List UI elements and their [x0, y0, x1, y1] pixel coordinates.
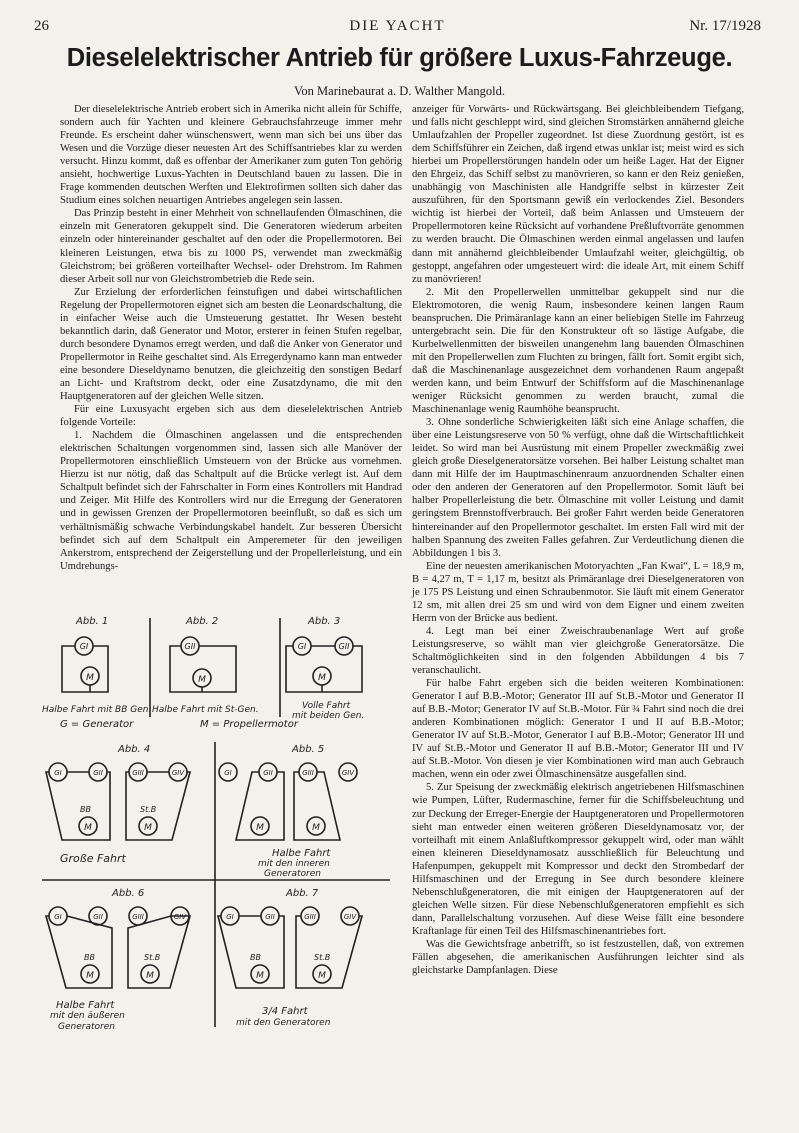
stb-label: St.B — [144, 953, 161, 962]
figure-abb2 — [152, 616, 259, 715]
article-title: Dieselelektrischer Antrieb für größere Luxus-Fahrzeuge. — [66, 44, 733, 72]
paragraph: Für eine Luxusyacht ergeben sich aus dem dieselelektrischen Antrieb folgende Vorteile: — [60, 404, 402, 429]
generator-label: GIV — [341, 769, 355, 777]
circuit-wire — [126, 772, 190, 840]
figure-abb5 — [219, 744, 357, 879]
circuit-diagrams-svg — [40, 612, 400, 1052]
figure-caption: Halbe Fahrt — [272, 848, 331, 859]
generator-label: GI — [79, 642, 89, 651]
figure-caption: Halbe Fahrt — [56, 1000, 115, 1011]
figure-label: Abb. 5 — [292, 744, 325, 755]
figure-abb1 — [42, 616, 151, 715]
paragraph: 1. Nachdem die Ölmaschinen angelassen und die entsprechenden elektrischen Schaltungen vorgenommen sind, lassen sich alle Manöver der Propellermotoren einschließlich Umsteuern von der Brücke aus vornehmen. Hierzu ist nur nötig, daß das Schaltpult auf die Brücke verlegt ist. Auf dem Schaltpult befindet sich der Fahrschalter in Form eines Kontrollers mit Handrad und Zeiger. Mit Hilfe des Kontrollers wird nur die Erregung der Generatoren und in gewissen Grenzen der Propellermotoren beeinflußt, so daß es sich um verhältnismäßig schwache Verbindungskabel handelt. Zur besseren Übersicht befindet sich auf dem Schaltpult ein Amperemeter für den jeweiligen Ankerstrom, entsprechend der Zeigerstellung und der Propellerleistung, und ein Umdrehungs- — [60, 430, 402, 572]
paragraph: Das Prinzip besteht in einer Mehrheit von schnellaufenden Ölmaschinen, die einzeln mit Generatoren gekuppelt sind. Die Generatoren wiederum arbeiten einzeln oder hintereinander geschaltet auf den oder die Propellermotoren. Bei kleineren Leistungen, etwa bis zu 1000 PS, verwendet man zweckmäßig Gleichstrom; bei größeren vorteilhafter Wechsel- oder Drehstrom. Im Rahmen dieser Arbeit soll nur von Gleichstrombetrieb die Rede sein. — [60, 208, 402, 285]
motor-label: M — [256, 823, 264, 833]
bb-label: BB — [80, 805, 91, 814]
circuit-wire — [46, 772, 110, 840]
stb-label: St.B — [140, 805, 157, 814]
paragraph: 3. Ohne sonderliche Schwierigkeiten läßt sich eine Anlage schaffen, die über eine Leistungsreserve von 50 % verfügt, ohne daß die Wirtschaftlichkeit leidet. So wird man bei Ausrüstung mit einem Propeller zweckmäßig zwei gleich große Dieselgeneratorsätze vorsehen. Bei halber Leistung schaltet man dann mit Hilfe der im Hauptmaschinenraum anzuordnenden Schalter einen oder den anderen der Generatoren auf den Propellermotor. Somit läuft bei halber Propellerleistung die betr. Ölmaschine mit voller Leistung und damit geringstem Brennstoffverbrauch. Bei großer Fahrt werden beide Generatoren hintereinander auf den Propellermotor geschaltet. Im ersten Fall wird mit der halben Spannung des zweiten Falles gefahren. Zur Verdeutlichung dienen die Abbildungen 1 bis 3. — [412, 417, 744, 559]
generator-label: GIV — [343, 913, 357, 921]
generator-label: GIII — [304, 913, 316, 921]
generator-label: GIV — [171, 769, 185, 777]
motor-label: M — [86, 673, 94, 683]
paragraph: Zur Erzielung der erforderlichen feinstufigen und dabei wirtschaftlichen Regelung der Propellermotoren eignet sich am besten die Leonardschaltung, die in einfacher Weise auch die Umsteuerung gestattet. Ihr Wesen besteht bekanntlich darin, daß Generator und Motor, ersterer in feinen Stufen regelbar, durch besondere Dynamos erregt werden, und daß die Anker von Generator und Propellermotor in Reihe geschaltet sind. Als Erregerdynamo kann man entweder eine besondere Dieseldynamo benutzen, die gleichzeitig den sonstigen Bedarf an Licht- und Kraftstrom deckt, oder eine Zusatzdynamo, die mit den Hauptgeneratoren auf der gleichen Welle sitzen. — [60, 286, 402, 403]
circuit-wire — [296, 916, 362, 988]
paragraph: Der dieselelektrische Antrieb erobert sich in Amerika nicht allein für Schiffe, sondern auch für Yachten und kleinere Gebrauchsfahrzeuge immer mehr Freunde. Es erscheint daher wünschenswert, wenn man sich bei uns über das Wesen und die Vorzüge dieser neuesten Art des Schiffsantriebes klar zu werden versucht. Hinzu kommt, daß es offenbar der Amerikaner zum guten Ton gehörig ansieht, hochwertige Luxus-Yachten in Deutschland bauen zu lassen. Die in Frage kommenden deutschen Werften und Elektrofirmen sollten sich daher das Studium eines solchen neuartigen Antriebes angelegen sein lassen. — [60, 104, 402, 207]
page-header — [34, 18, 761, 38]
figure-caption: Generatoren — [58, 1022, 115, 1032]
generator-label: GII — [263, 769, 273, 777]
journal-title: DIE YACHT — [349, 18, 446, 34]
figure-caption: Große Fahrt — [60, 852, 126, 865]
generator-label: GI — [297, 642, 307, 651]
generator-label: GII — [338, 642, 350, 651]
generator-label: GI — [54, 913, 62, 921]
paragraph: Eine der neuesten amerikanischen Motoryachten „Fan Kwai“, L = 18,9 m, B = 4,27 m, T = 1,17 m, besitzt als Primäranlage drei Dieselgeneratoren von je 175 PS Leistung und einen Schraubenmotor. Sie läuft mit einem Generator 12 sm, mit allen drei 25 sm und wird von dem Eigner und einem zweiten Herrn von der Brücke aus bedient. — [412, 560, 744, 624]
generator-label: GII — [93, 913, 103, 921]
generator-label: GIII — [132, 769, 144, 777]
generator-label: GIII — [132, 913, 144, 921]
figure-abb6 — [46, 888, 190, 1032]
figure-caption: Volle Fahrt — [302, 701, 351, 711]
generator-label: GII — [93, 769, 103, 777]
figure-caption: Halbe Fahrt mit BB Gen. — [42, 705, 152, 715]
figure-abb4 — [46, 744, 190, 865]
circuit-figures — [40, 612, 400, 1052]
paragraph: 2. Mit den Propellerwellen unmittelbar gekuppelt sind nur die Elektromotoren, die wenig Raum, insbesondere keinen langen Raum beanspruchen. Die Primäranlage kann an einer beliebigen Stelle im Fahrzeug untergebracht sein. Die für den Konstrukteur oft so lästige Aufgabe, die Kurbelwellenmitten der bisweilen unangenehm lang bauenden Ölmaschinen mit den Propellerwellen zum Fluchten zu bringen, fällt fort. Somit ergibt sich, daß die Maschinenanlage ausgezeichnet dem vorhandenen Raum angepaßt werden kann, und beim Entwurf der Schiffsform auf die Maschinenanlage weniger Rücksicht genommen zu werden braucht, zumal die Maschinenanlage wenig Raumhöhe beansprucht. — [412, 286, 744, 416]
legend-motor: M = Propellermotor — [200, 719, 298, 730]
generator-label: GIV — [173, 913, 187, 921]
generator-label: GII — [265, 913, 275, 921]
bb-label: BB — [250, 953, 261, 962]
motor-label: M — [84, 823, 92, 833]
motor-label: M — [256, 971, 264, 981]
right-column — [412, 103, 744, 977]
article-byline: Von Marinebaurat a. D. Walther Mangold. — [294, 84, 505, 98]
motor-label: M — [312, 823, 320, 833]
paragraph: 5. Zur Speisung der zweckmäßig elektrisch angetriebenen Hilfsmaschinen wie Pumpen, Lüfter, Rudermaschine, ferner für die Schiffsbeleuchtung und zur Deckung der Erreger-Energie der Hauptgeneratoren und Propellermotoren sieht man entweder einen weiteren größeren Dieseldynamosatz vor, der vorteilhaft mit einem Anlaßluftkompressor gekuppelt wird, oder man wählt einen kleineren Dieseldynamosatz ausschließlich für Beleuchtung und Hafenpumpen, gekuppelt mit Kompressor und deckt den Strombedarf der Hilfsmaschinen und der Erregung in See durch besondere kleinere Nebenschlußgeneratoren, die mit einigen der Hauptgeneratoren auf der gleichen Welle sitzen. Für diese Nebenschlußgeneratoren empfiehlt es sich dann, Parallelschaltung vorzusehen. Auf diese Weise fällt eine besondere Kraftanlage für einen Teil des Hilfsmaschinenantriebes fort. — [412, 782, 744, 937]
generator-label: GIII — [302, 769, 314, 777]
figure-caption: mit den inneren — [258, 859, 330, 869]
page-number: 26 — [34, 18, 49, 34]
figure-label: Abb. 7 — [286, 888, 319, 899]
motor-label: M — [86, 971, 94, 981]
generator-label: GI — [226, 913, 234, 921]
figure-caption: Generatoren — [264, 869, 321, 879]
stb-label: St.B — [314, 953, 331, 962]
paragraph: Für halbe Fahrt ergeben sich die beiden weiteren Kombinationen: Generator I auf B.B.-Motor; Generator III auf St.B.-Motor und Generator II auf B.B.-Motor; Generator IV auf St.B.-Motor. Für ¾ Fahrt sind noch die drei anderen Kombinationen möglich: Generator I und II auf B.B.-Motor; Generator IV auf St.B.-Motor, Generator I auf B.B.-Motor; Generator III und IV auf St.B.-Motor und Generator II auf B.B.-Motor; Generator III und IV auf St.B.-Motor. Von diesen je vier Kombinationen wird man auch Gebrauch machen, wenn ein oder zwei Ölmaschinensätze ausgefallen sind. — [412, 678, 744, 781]
issue-number: Nr. 17/1928 — [689, 18, 761, 34]
circuit-wire — [46, 916, 112, 988]
generator-label: GI — [54, 769, 62, 777]
figure-caption: Halbe Fahrt mit St-Gen. — [152, 705, 259, 715]
motor-label: M — [318, 971, 326, 981]
figure-caption: mit beiden Gen. — [292, 711, 365, 721]
figure-caption: mit den Generatoren — [236, 1018, 331, 1028]
figure-label: Abb. 1 — [76, 616, 109, 627]
figure-caption: mit den äußeren — [50, 1011, 125, 1021]
figure-label: Abb. 2 — [186, 616, 219, 627]
left-column — [60, 103, 402, 573]
motor-label: M — [146, 971, 154, 981]
paragraph: 4. Legt man bei einer Zweischraubenanlage Wert auf große Leistungsreserve, so wählt man vier gleichgroße Generatorsätze. Die Schaltmöglichkeiten sind in den folgenden Abbildungen 4 bis 7 veranschaulicht. — [412, 625, 744, 677]
figure-abb7 — [218, 888, 362, 1028]
motor-label: M — [318, 673, 326, 683]
bb-label: BB — [84, 953, 95, 962]
figure-label: Abb. 4 — [118, 744, 151, 755]
legend-generator: G = Generator — [60, 719, 134, 730]
motor-label: M — [144, 823, 152, 833]
figure-abb3 — [286, 616, 364, 721]
paragraph: Was die Gewichtsfrage anbetrifft, so ist festzustellen, daß, von extremen Fällen abgesehen, die amerikanischen Ausführungen leichter sind als gleichstarke Dampfanlagen. Diese — [412, 939, 744, 977]
figure-label: Abb. 3 — [308, 616, 341, 627]
motor-label: M — [198, 675, 206, 685]
figure-caption: 3/4 Fahrt — [262, 1006, 308, 1017]
paragraph: anzeiger für Vorwärts- und Rückwärtsgang. Bei gleichbleibendem Tiefgang, und falls nicht geschleppt wird, sind gleichen Stromstärken annähernd gleiche Umlaufzahlen der Propeller zugeordnet. Ist diese Zuordnung gestört, ist es dem Schiffsführer ein Zeichen, daß irgend etwas unklar ist; meist wird es sich hierbei um Propellerstörungen handeln oder um heiße Lager. Hat der Eigner den Ehrgeiz, das Schiff selbst zu manövrieren, so kann er den Reiz genießen, unabhängig von Maschinisten alle Handgriffe selbst in kürzester Zeit auszuführen, für den Sportsmann gewiß ein verlockendes Ziel. Besonders wichtig ist hierbei der Vorteil, daß beim Anlassen und Umsteuern der Propellermotoren keine Rücksicht auf vorhandene Preßluftvorräte genommen zu werden braucht. Die Ölmaschinen werden einmal angelassen und laufen dann mit annähernd gleichbleibender Umlaufzahl weiter, gleichgültig, ob gestoppt, angefahren oder umgesteuert wird: die ideale Art, mit einem Schiff zu manövrieren! — [412, 104, 744, 285]
generator-label: GI — [224, 769, 232, 777]
generator-label: GII — [184, 642, 196, 651]
figure-label: Abb. 6 — [112, 888, 145, 899]
